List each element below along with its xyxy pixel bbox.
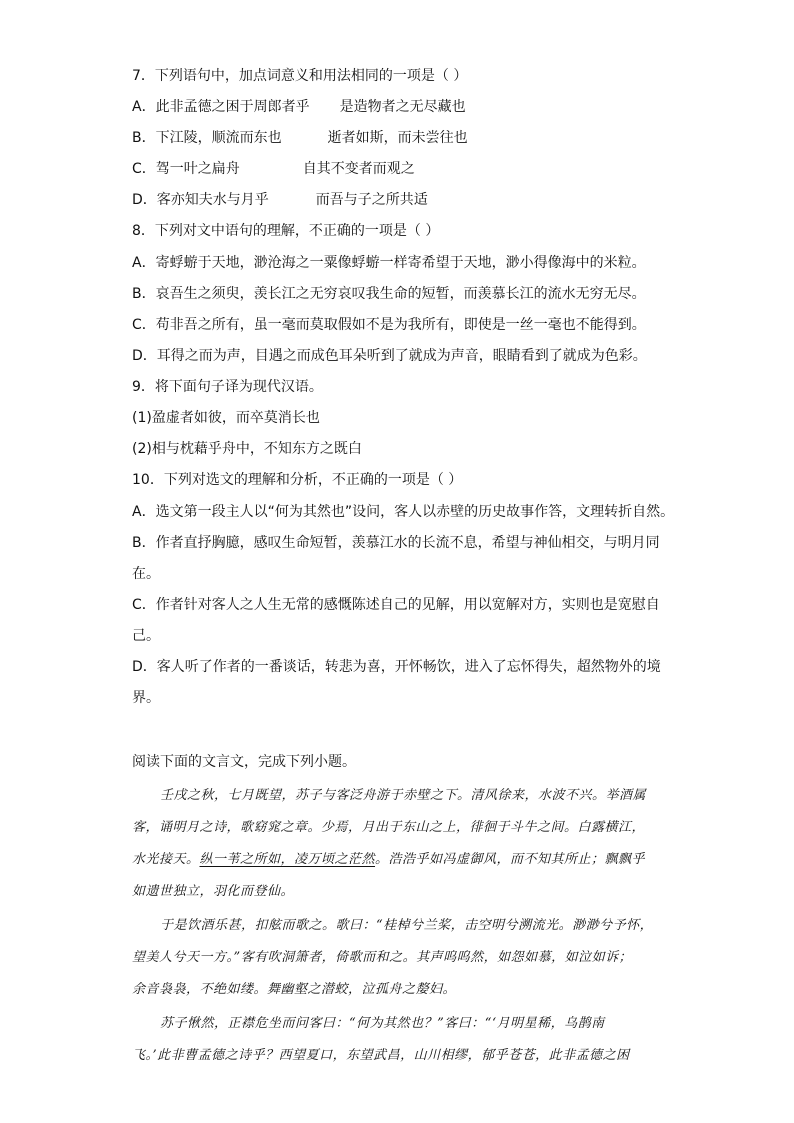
q7-option-a (132, 97, 672, 117)
q8-option-a: A．寄蜉蝣于天地，渺沧海之一粟像蜉蝣一样寄希望于天地，渺小得像海中的米粒。 (132, 255, 646, 271)
q7-c-right: 自其不变者而观之 (302, 161, 415, 177)
q7-b-right: 逝者如斯，而未尝往也 (327, 130, 468, 146)
passage-p1-line4: 如遗世独立，羽化而登仙。 (132, 884, 295, 899)
q10-option-d-line2: 界。 (132, 690, 160, 706)
q8-option-d: D．耳得之而为声，目遇之而成色耳朵听到了就成为声音，眼睛看到了就成为色彩。 (132, 348, 647, 364)
reading-intro: 阅读下面的文言文，完成下列小题。 (132, 754, 356, 770)
passage-p2-line3: 余音袅袅，不绝如缕。舞幽壑之潜蛟，泣孤舟之嫠妇。 (132, 982, 457, 997)
q7-d-right: 而吾与子之所共适 (315, 192, 428, 208)
q10-option-a: A．选文第一段主人以“何为其然也”设问，客人以赤壁的历史故事作答，文理转折自然。 (132, 504, 675, 520)
passage-p3-line2: 飞。’此非曹孟德之诗乎？西望夏口，东望武昌，山川相缪，郁乎苍苍，此非孟德之困 (132, 1048, 630, 1063)
q7-a-right: 是造物者之无尽藏也 (339, 99, 466, 115)
q7-a-left: A．此非孟德之困于周郎者乎 (132, 99, 310, 115)
q7-stem: 7．下列语句中，加点词意义和用法相同的一项是（ ） (132, 68, 468, 84)
q9-sentence-2: (2)相与枕藉乎舟中，不知东方之既白 (132, 441, 362, 457)
q9-stem: 9．将下面句子译为现代汉语。 (132, 379, 323, 395)
q7-c-left: C．驾一叶之扁舟 (132, 161, 240, 177)
q10-option-b-line2: 在。 (132, 566, 160, 582)
passage-p1-line3-start: 水光接天。 (132, 852, 200, 867)
q7-b-left: B．下江陵，顺流而东也 (132, 130, 282, 146)
q7-option-c (132, 159, 672, 179)
passage-p1-line3 (132, 850, 672, 870)
q8-stem: 8．下列对文中语句的理解，不正确的一项是（ ） (132, 223, 440, 239)
q10-option-d-line1: D．客人听了作者的一番谈话，转悲为喜，开怀畅饮，进入了忘怀得失，超然物外的境 (132, 659, 661, 675)
passage-p2-line2: 望美人兮天一方。”客有吹洞箫者，倚歌而和之。其声呜呜然，如怨如慕，如泣如诉； (132, 950, 633, 965)
underlined-sentence: 纵一苇之所如，凌万顷之茫然 (199, 852, 376, 867)
q10-option-c-line2: 己。 (132, 628, 160, 644)
passage-p3-line1: 苏子愀然，正襟危坐而问客曰：“何为其然也？”客曰：“‘月明星稀，乌鹊南 (160, 1016, 605, 1031)
passage-p1-line2: 客，诵明月之诗，歌窈窕之章。少焉，月出于东山之上，徘徊于斗牛之间。白露横江， (132, 820, 646, 835)
q7-d-left: D．客亦知夫水与月乎 (132, 192, 269, 208)
q7-option-d (132, 190, 672, 210)
q9-sentence-1: (1)盈虚者如彼，而卒莫消长也 (132, 410, 320, 426)
q8-option-b: B．哀吾生之须臾，羡长江之无穷哀叹我生命的短暂，而羡慕长江的流水无穷无尽。 (132, 286, 646, 302)
q10-stem: 10．下列对选文的理解和分析，不正确的一项是（ ） (132, 472, 463, 488)
q10-option-b-line1: B．作者直抒胸臆，感叹生命短暂，羡慕江水的长流不息，希望与神仙相交，与明月同 (132, 535, 660, 551)
passage-p2-line1: 于是饮酒乐甚，扣舷而歌之。歌曰：“桂棹兮兰桨，击空明兮溯流光。渺渺兮予怀， (160, 918, 654, 933)
passage-p1-line3-end: 。浩浩乎如冯虚御风，而不知其所止；飘飘乎 (375, 852, 646, 867)
q10-option-c-line1: C．作者针对客人之人生无常的感慨陈述自己的见解，用以宽解对方，实则也是宽慰自 (132, 597, 660, 613)
passage-p1-line1: 壬戌之秋，七月既望，苏子与客泛舟游于赤壁之下。清风徐来，水波不兴。举酒属 (160, 788, 647, 803)
q7-option-b (132, 128, 672, 148)
q8-option-c: C．苟非吾之所有，虽一毫而莫取假如不是为我所有，即使是一丝一毫也不能得到。 (132, 317, 646, 333)
